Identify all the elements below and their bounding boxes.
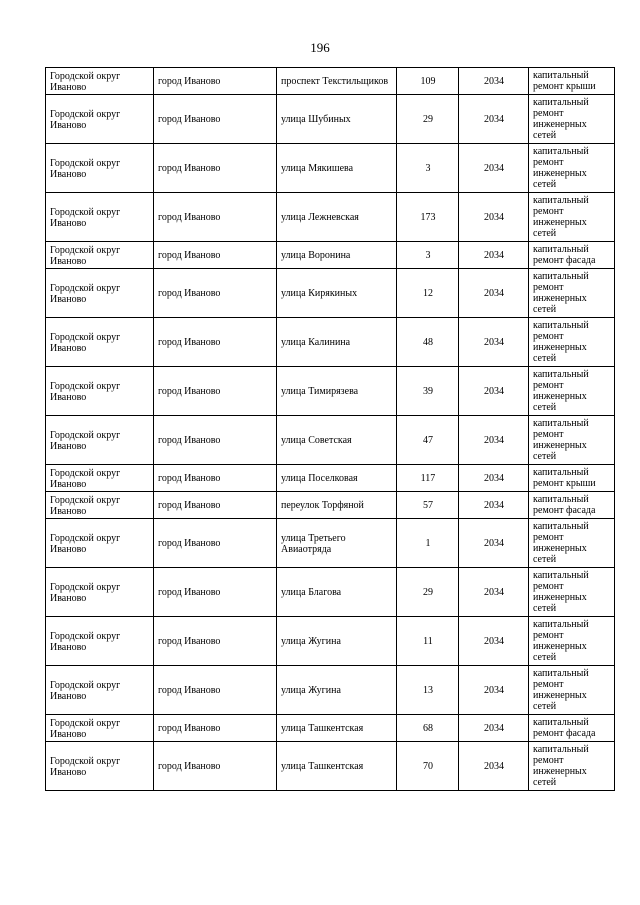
cell-street: улица Лежневская (277, 193, 397, 242)
cell-work-type: капитальный ремонт инженерных сетей (529, 95, 615, 144)
cell-municipality: Городской округ Иваново (46, 617, 154, 666)
cell-house-number: 47 (397, 416, 459, 465)
cell-work-type: капитальный ремонт фасада (529, 715, 615, 742)
cell-year: 2034 (459, 492, 529, 519)
cell-municipality: Городской округ Иваново (46, 742, 154, 791)
cell-year: 2034 (459, 416, 529, 465)
cell-house-number: 48 (397, 318, 459, 367)
table-row (46, 242, 615, 269)
cell-street: улица Жугина (277, 666, 397, 715)
cell-year: 2034 (459, 144, 529, 193)
cell-year: 2034 (459, 367, 529, 416)
cell-house-number: 3 (397, 144, 459, 193)
cell-work-type: капитальный ремонт инженерных сетей (529, 742, 615, 791)
table-row (46, 144, 615, 193)
cell-city: город Иваново (154, 318, 277, 367)
cell-city: город Иваново (154, 95, 277, 144)
cell-house-number: 29 (397, 95, 459, 144)
table-row (46, 193, 615, 242)
cell-year: 2034 (459, 242, 529, 269)
cell-year: 2034 (459, 742, 529, 791)
table-row (46, 742, 615, 791)
cell-work-type: капитальный ремонт инженерных сетей (529, 617, 615, 666)
table-row (46, 715, 615, 742)
cell-city: город Иваново (154, 193, 277, 242)
cell-year: 2034 (459, 465, 529, 492)
cell-street: улица Третьего Авиаотряда (277, 519, 397, 568)
cell-year: 2034 (459, 666, 529, 715)
cell-year: 2034 (459, 318, 529, 367)
cell-municipality: Городской округ Иваново (46, 95, 154, 144)
cell-house-number: 1 (397, 519, 459, 568)
cell-year: 2034 (459, 68, 529, 95)
cell-house-number: 70 (397, 742, 459, 791)
cell-municipality: Городской округ Иваново (46, 568, 154, 617)
cell-house-number: 109 (397, 68, 459, 95)
cell-work-type: капитальный ремонт инженерных сетей (529, 416, 615, 465)
table-row (46, 416, 615, 465)
table-row (46, 492, 615, 519)
cell-municipality: Городской округ Иваново (46, 465, 154, 492)
cell-city: город Иваново (154, 144, 277, 193)
cell-municipality: Городской округ Иваново (46, 416, 154, 465)
repair-register-table (45, 67, 615, 791)
cell-house-number: 173 (397, 193, 459, 242)
cell-year: 2034 (459, 269, 529, 318)
table-row (46, 568, 615, 617)
cell-work-type: капитальный ремонт инженерных сетей (529, 519, 615, 568)
cell-city: город Иваново (154, 742, 277, 791)
cell-street: улица Калинина (277, 318, 397, 367)
table-row (46, 367, 615, 416)
cell-work-type: капитальный ремонт инженерных сетей (529, 666, 615, 715)
cell-street: улица Советская (277, 416, 397, 465)
table-row (46, 68, 615, 95)
cell-work-type: капитальный ремонт крыши (529, 68, 615, 95)
cell-city: город Иваново (154, 242, 277, 269)
cell-work-type: капитальный ремонт фасада (529, 242, 615, 269)
cell-municipality: Городской округ Иваново (46, 318, 154, 367)
table-row (46, 269, 615, 318)
cell-street: улица Ташкентская (277, 742, 397, 791)
table-row (46, 95, 615, 144)
cell-municipality: Городской округ Иваново (46, 269, 154, 318)
cell-city: город Иваново (154, 416, 277, 465)
cell-house-number: 57 (397, 492, 459, 519)
cell-municipality: Городской округ Иваново (46, 68, 154, 95)
cell-house-number: 11 (397, 617, 459, 666)
cell-city: город Иваново (154, 269, 277, 318)
cell-municipality: Городской округ Иваново (46, 367, 154, 416)
table-row (46, 318, 615, 367)
cell-city: город Иваново (154, 465, 277, 492)
table-row (46, 465, 615, 492)
cell-street: улица Ташкентская (277, 715, 397, 742)
cell-work-type: капитальный ремонт инженерных сетей (529, 367, 615, 416)
cell-city: город Иваново (154, 666, 277, 715)
cell-municipality: Городской округ Иваново (46, 242, 154, 269)
table-row (46, 617, 615, 666)
cell-city: город Иваново (154, 367, 277, 416)
cell-municipality: Городской округ Иваново (46, 492, 154, 519)
cell-municipality: Городской округ Иваново (46, 193, 154, 242)
cell-street: улица Мякишева (277, 144, 397, 193)
cell-year: 2034 (459, 568, 529, 617)
cell-street: улица Кирякиных (277, 269, 397, 318)
cell-work-type: капитальный ремонт инженерных сетей (529, 318, 615, 367)
cell-city: город Иваново (154, 519, 277, 568)
cell-city: город Иваново (154, 68, 277, 95)
cell-city: город Иваново (154, 568, 277, 617)
table-row (46, 666, 615, 715)
cell-house-number: 3 (397, 242, 459, 269)
register-body (46, 68, 615, 791)
cell-work-type: капитальный ремонт инженерных сетей (529, 193, 615, 242)
cell-street: улица Шубиных (277, 95, 397, 144)
page-number: 196 (310, 40, 330, 55)
cell-year: 2034 (459, 519, 529, 568)
table-row (46, 519, 615, 568)
cell-city: город Иваново (154, 715, 277, 742)
cell-street: переулок Торфяной (277, 492, 397, 519)
cell-year: 2034 (459, 95, 529, 144)
cell-work-type: капитальный ремонт инженерных сетей (529, 144, 615, 193)
cell-municipality: Городской округ Иваново (46, 144, 154, 193)
cell-house-number: 68 (397, 715, 459, 742)
cell-municipality: Городской округ Иваново (46, 519, 154, 568)
cell-work-type: капитальный ремонт инженерных сетей (529, 269, 615, 318)
cell-work-type: капитальный ремонт крыши (529, 465, 615, 492)
cell-city: город Иваново (154, 617, 277, 666)
cell-house-number: 39 (397, 367, 459, 416)
cell-municipality: Городской округ Иваново (46, 715, 154, 742)
cell-city: город Иваново (154, 492, 277, 519)
cell-street: улица Благова (277, 568, 397, 617)
cell-municipality: Городской округ Иваново (46, 666, 154, 715)
cell-year: 2034 (459, 193, 529, 242)
cell-house-number: 29 (397, 568, 459, 617)
cell-work-type: капитальный ремонт инженерных сетей (529, 568, 615, 617)
cell-street: улица Воронина (277, 242, 397, 269)
cell-work-type: капитальный ремонт фасада (529, 492, 615, 519)
cell-street: улица Тимирязева (277, 367, 397, 416)
cell-street: проспект Текстильщиков (277, 68, 397, 95)
cell-street: улица Поселковая (277, 465, 397, 492)
cell-year: 2034 (459, 617, 529, 666)
cell-house-number: 13 (397, 666, 459, 715)
cell-house-number: 12 (397, 269, 459, 318)
cell-street: улица Жугина (277, 617, 397, 666)
cell-house-number: 117 (397, 465, 459, 492)
cell-year: 2034 (459, 715, 529, 742)
